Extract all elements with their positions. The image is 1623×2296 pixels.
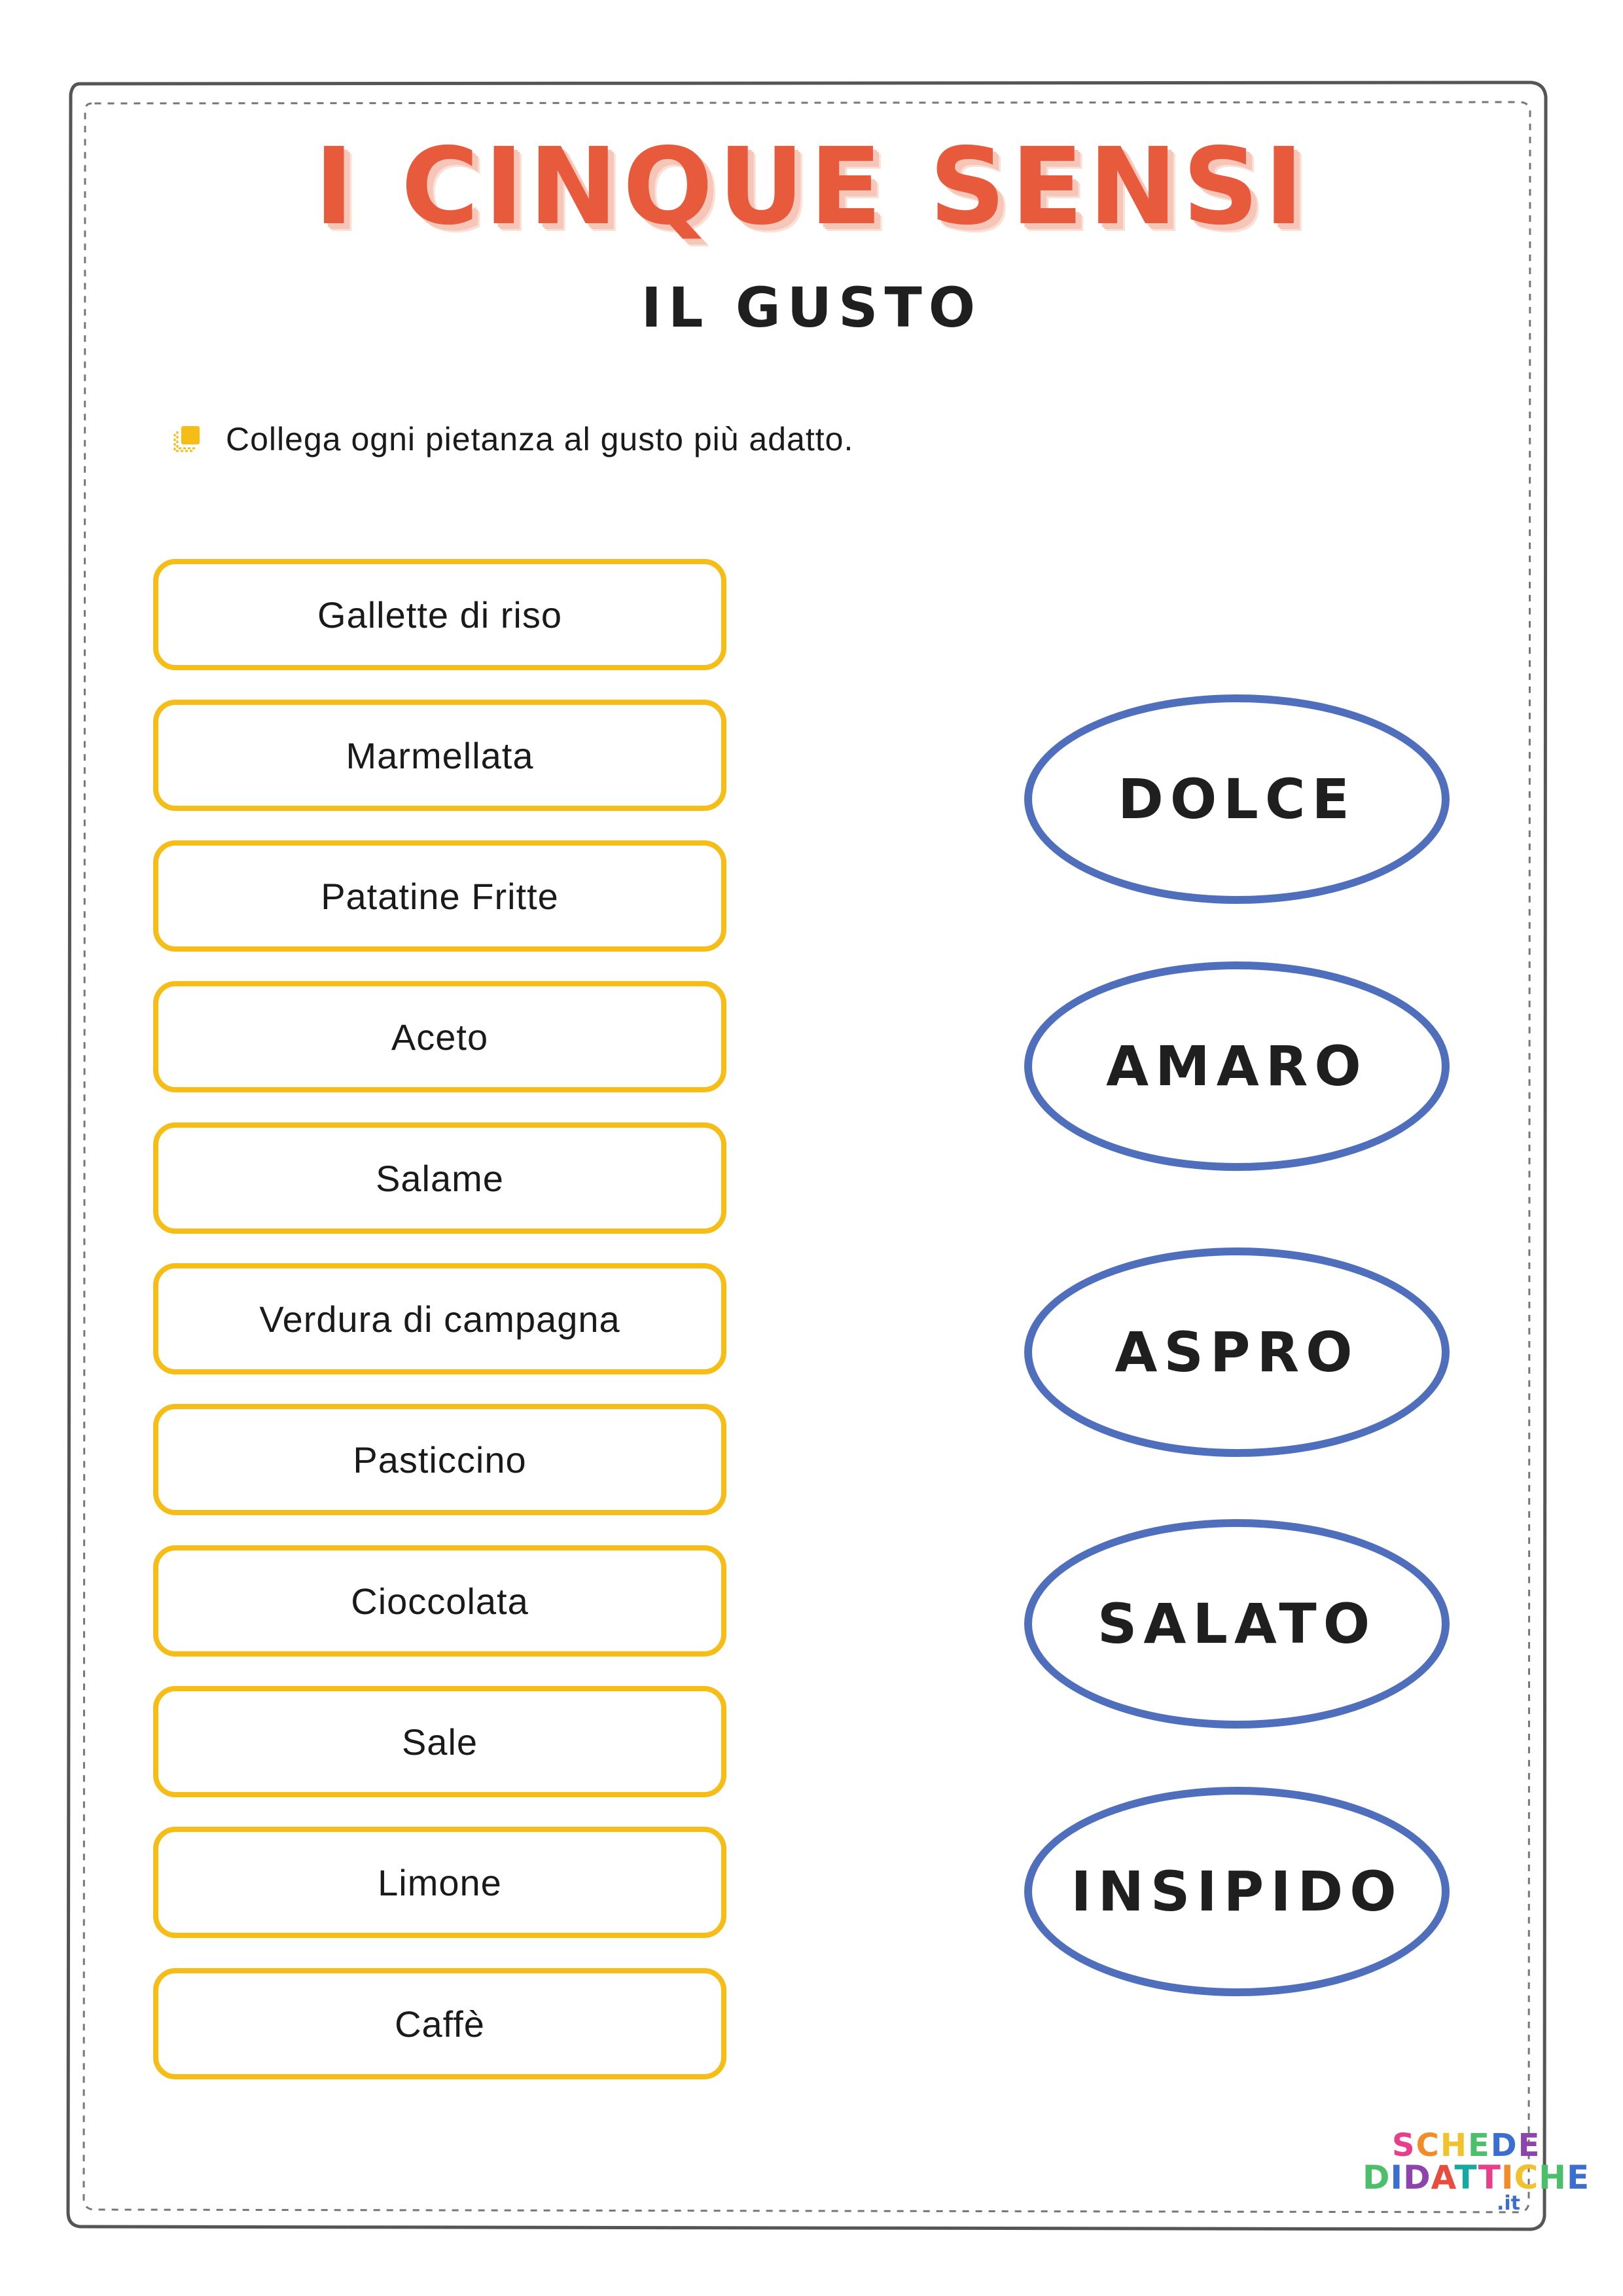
food-box-pasticcino[interactable]: Pasticcino xyxy=(153,1404,726,1515)
food-box-marmellata[interactable]: Marmellata xyxy=(153,700,726,811)
taste-dolce[interactable]: DOLCE xyxy=(1024,694,1450,904)
instruction-text: Collega ogni pietanza al gusto più adatto. xyxy=(226,421,854,457)
taste-amaro[interactable]: AMARO xyxy=(1024,961,1450,1171)
page-subtitle: IL GUSTO xyxy=(641,276,982,340)
taste-insipido[interactable]: INSIPIDO xyxy=(1024,1787,1450,1996)
food-box-aceto[interactable]: Aceto xyxy=(153,981,726,1092)
food-box-verdura[interactable]: Verdura di campagna xyxy=(153,1263,726,1374)
food-box-sale[interactable]: Sale xyxy=(153,1686,726,1797)
food-box-cioccolata[interactable]: Cioccolata xyxy=(153,1545,726,1657)
logo-domain: .it xyxy=(1497,2192,1521,2215)
logo-line2: DIDATTICHE xyxy=(1363,2159,1590,2197)
note-bullet-icon xyxy=(173,425,202,454)
food-box-caffe[interactable]: Caffè xyxy=(153,1968,726,2079)
taste-aspro[interactable]: ASPRO xyxy=(1024,1247,1450,1457)
food-box-patatine[interactable]: Patatine Fritte xyxy=(153,840,726,952)
schede-didattiche-logo xyxy=(1363,2127,1590,2219)
instruction xyxy=(173,416,853,462)
taste-salato[interactable]: SALATO xyxy=(1024,1519,1450,1729)
food-box-salame[interactable]: Salame xyxy=(153,1122,726,1234)
logo-line1: SCHEDE xyxy=(1392,2127,1541,2164)
food-box-gallette[interactable]: Gallette di riso xyxy=(153,559,726,670)
page-title: I CINQUE SENSI xyxy=(314,126,1309,249)
food-box-limone[interactable]: Limone xyxy=(153,1827,726,1938)
